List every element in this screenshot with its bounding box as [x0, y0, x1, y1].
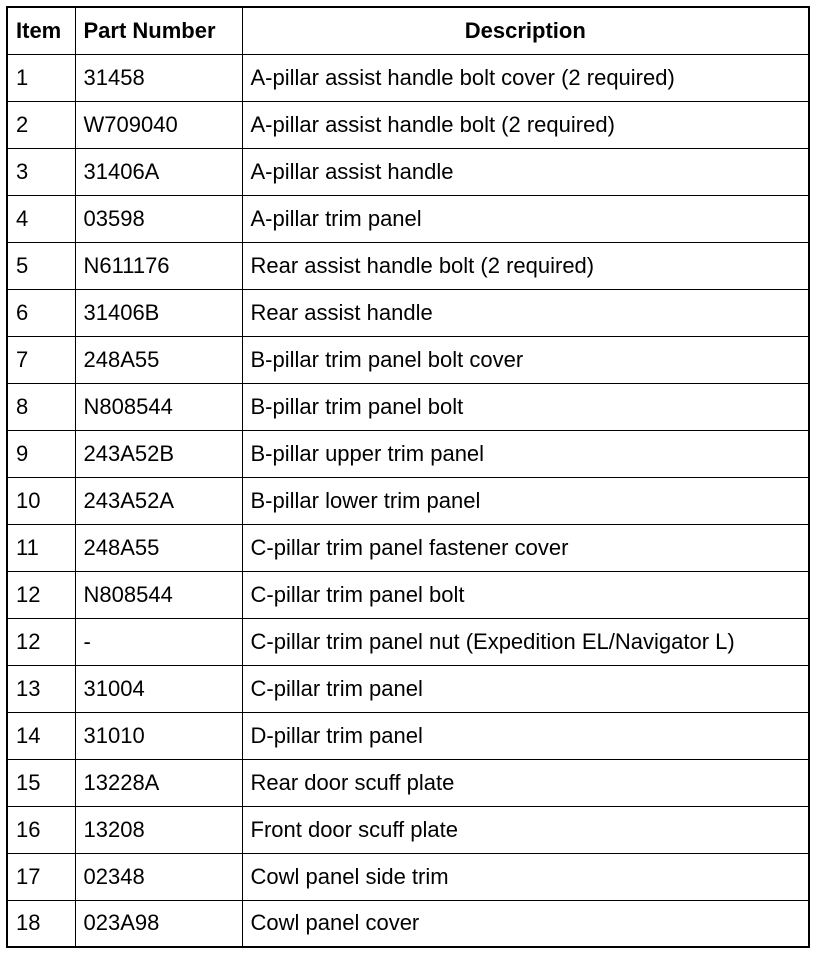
item-cell: 2	[7, 101, 75, 148]
table-row	[7, 383, 809, 430]
part-number-cell: 243A52B	[75, 430, 242, 477]
description-cell: A-pillar trim panel	[242, 195, 809, 242]
part-number-cell: 248A55	[75, 336, 242, 383]
table-row	[7, 336, 809, 383]
header-item: Item	[7, 7, 75, 54]
header-part-number: Part Number	[75, 7, 242, 54]
header-description: Description	[242, 7, 809, 54]
item-cell: 12	[7, 571, 75, 618]
part-number-cell: 248A55	[75, 524, 242, 571]
part-number-cell: 31458	[75, 54, 242, 101]
table-row	[7, 618, 809, 665]
part-number-cell: 02348	[75, 853, 242, 900]
part-number-cell: N808544	[75, 571, 242, 618]
table-row	[7, 853, 809, 900]
table-row	[7, 430, 809, 477]
description-cell: Rear assist handle bolt (2 required)	[242, 242, 809, 289]
part-number-cell: W709040	[75, 101, 242, 148]
item-cell: 5	[7, 242, 75, 289]
table-row	[7, 712, 809, 759]
table-row	[7, 289, 809, 336]
table-row	[7, 477, 809, 524]
table-row	[7, 759, 809, 806]
item-cell: 8	[7, 383, 75, 430]
item-cell: 12	[7, 618, 75, 665]
description-cell: B-pillar trim panel bolt cover	[242, 336, 809, 383]
item-cell: 6	[7, 289, 75, 336]
description-cell: A-pillar assist handle bolt cover (2 required)	[242, 54, 809, 101]
description-cell: Cowl panel cover	[242, 900, 809, 947]
item-cell: 18	[7, 900, 75, 947]
description-cell: Front door scuff plate	[242, 806, 809, 853]
table-row	[7, 148, 809, 195]
description-cell: C-pillar trim panel	[242, 665, 809, 712]
item-cell: 14	[7, 712, 75, 759]
item-cell: 9	[7, 430, 75, 477]
table-row	[7, 900, 809, 947]
item-cell: 13	[7, 665, 75, 712]
item-cell: 1	[7, 54, 75, 101]
description-cell: Rear assist handle	[242, 289, 809, 336]
part-number-cell: 31406A	[75, 148, 242, 195]
description-cell: A-pillar assist handle	[242, 148, 809, 195]
description-cell: C-pillar trim panel nut (Expedition EL/Navigator L)	[242, 618, 809, 665]
table-row	[7, 524, 809, 571]
description-cell: Cowl panel side trim	[242, 853, 809, 900]
part-number-cell: 13228A	[75, 759, 242, 806]
part-number-cell: 243A52A	[75, 477, 242, 524]
item-cell: 16	[7, 806, 75, 853]
item-cell: 7	[7, 336, 75, 383]
item-cell: 10	[7, 477, 75, 524]
table-row	[7, 806, 809, 853]
description-cell: Rear door scuff plate	[242, 759, 809, 806]
parts-table-container	[6, 6, 810, 948]
item-cell: 3	[7, 148, 75, 195]
header-row	[7, 7, 809, 54]
description-cell: B-pillar lower trim panel	[242, 477, 809, 524]
item-cell: 15	[7, 759, 75, 806]
part-number-cell: 31406B	[75, 289, 242, 336]
part-number-cell: 023A98	[75, 900, 242, 947]
table-row	[7, 571, 809, 618]
description-cell: C-pillar trim panel bolt	[242, 571, 809, 618]
description-cell: B-pillar upper trim panel	[242, 430, 809, 477]
description-cell: D-pillar trim panel	[242, 712, 809, 759]
part-number-cell: 13208	[75, 806, 242, 853]
item-cell: 17	[7, 853, 75, 900]
part-number-cell: N611176	[75, 242, 242, 289]
part-number-cell: N808544	[75, 383, 242, 430]
part-number-cell: -	[75, 618, 242, 665]
description-cell: A-pillar assist handle bolt (2 required)	[242, 101, 809, 148]
part-number-cell: 03598	[75, 195, 242, 242]
table-row	[7, 54, 809, 101]
table-row	[7, 101, 809, 148]
description-cell: C-pillar trim panel fastener cover	[242, 524, 809, 571]
table-row	[7, 665, 809, 712]
part-number-cell: 31010	[75, 712, 242, 759]
item-cell: 4	[7, 195, 75, 242]
table-row	[7, 195, 809, 242]
parts-table	[6, 6, 810, 948]
part-number-cell: 31004	[75, 665, 242, 712]
table-row	[7, 242, 809, 289]
description-cell: B-pillar trim panel bolt	[242, 383, 809, 430]
item-cell: 11	[7, 524, 75, 571]
